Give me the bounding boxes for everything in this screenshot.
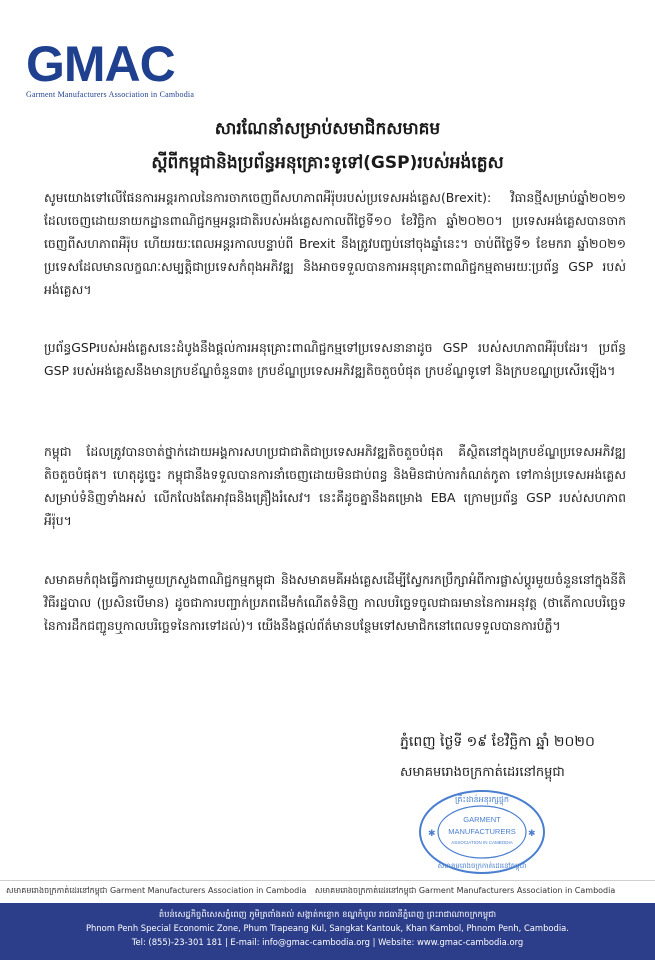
logo-subtitle: Garment Manufacturers Association in Cambodia — [26, 90, 195, 99]
document-title: សារណែនាំសម្រាប់សមាជិកសមាគម — [214, 119, 441, 139]
paragraph-2: ប្រព័ន្ធGSPរបស់អង់គ្លេសនេះដំបូងនឹងផ្តល់ការអនុគ្រោះពាណិជ្ជកម្មទៅប្រទេសនានាដូច GSP របស់សហភាពអឺរ៉ុបដែរ។ ប្រព័ន្ធ GSP របស់អង់គ្លេសនឹងមានក្របខ័ណ្ឌចំនួន៣៖ ក្របខ័ណ្ឌប្រទេសអភិវឌ្ឍតិចតួចបំផុត ក្របខ័ណ្ឌទូទៅ និងក្របខណ្ឌប្រសើរឡើង។ — [44, 340, 626, 378]
stamp-top-text: គ្រឹះដាន់អនុរក្សផ្ទុក — [455, 795, 509, 804]
signature-organization: សមាគមរោងចក្រកាត់ដេរនៅកម្ពុជា — [400, 765, 565, 780]
stamp-line-3: ASSOCIATION IN CAMBODIA — [451, 840, 513, 845]
stamp-line-1: GARMENT — [463, 815, 501, 824]
stamp-line-2: MANUFACTURERS — [448, 827, 516, 836]
paragraph-1: សូមយោងទៅលើផែនការអន្តរកាលនៃការចាកចេញពីសហភាពអឺរ៉ុបរបស់ប្រទេសអង់គ្លេស(Brexit): វិធានថ្មីសម្រាប់ឆ្នាំ២០២១ ដែលចេញដោយនាយកដ្ឋានពាណិជ្ជកម្មអន្តរជាតិរបស់អង់គ្លេសកាលពីថ្ងៃទី១០ ខែវិច្ឆិកា ឆ្នាំ២០២០។ ប្រទេសអង់គ្លេសបានចាកចេញពីសហភាពអឺរ៉ុប ហើយរយៈពេលអន្តរកាលបន្ទាប់ពី Brexit នឹងត្រូវបញ្ចប់នៅចុងឆ្នាំនេះ។ ចាប់ពីថ្ងៃទី១ ខែមករា ឆ្នាំ២០២១ ប្រទេសដែលមានលក្ខណៈសម្បត្តិជាប្រទេសកំពុងអភិវឌ្ឍ និងអាចទទួលបានការអនុគ្រោះពាណិជ្ជកម្មតាមរយៈប្រព័ន្ធ GSP របស់អង់គ្លេស។ — [44, 190, 626, 297]
stamp-star-left-icon: ✱ — [428, 829, 436, 839]
footer-address-english: Phnom Penh Special Economic Zone, Phum Trapeang Kul, Sangkat Kantouk, Khan Kambol, Phnom Penh, Cambodia. — [86, 923, 569, 933]
logo-wordmark: GMAC — [26, 36, 175, 92]
gmac-logo — [26, 38, 194, 99]
footer-contact-info: Tel: (855)-23-301 181 | E-mail: info@gmac-cambodia.org | Website: www.gmac-cambodia.org — [131, 937, 524, 947]
footer-org-name: សមាគមរោងចក្រកាត់ដេរនៅកម្ពុជា Garment Manufacturers Association in Cambodia — [6, 886, 307, 895]
footer-contact-bar — [0, 903, 655, 960]
association-stamp — [417, 788, 547, 876]
document-subtitle: ស្តីពីកម្ពុជានិងប្រព័ន្ធអនុគ្រោះទូទៅ(GSP)របស់អង់គ្លេស — [151, 153, 504, 173]
stamp-bottom-text: សមាគមរោងចក្រកាត់ដេរនៅកម្ពុជា — [437, 862, 527, 870]
signature-date: ភ្នំពេញ ថ្ងៃទី ១៩ ខែវិច្ឆិកា ឆ្នាំ ២០២០ — [400, 734, 595, 750]
paragraph-3: កម្ពុជា ដែលត្រូវបានចាត់ថ្នាក់ដោយអង្គការសហប្រជាជាតិជាប្រទេសអភិវឌ្ឍតិចតួចបំផុត គឺស្ថិតនៅក្នុងក្របខ័ណ្ឌប្រទេសអភិវឌ្ឍតិចតួចបំផុត។ ហេតុដូច្នេះ កម្ពុជានឹងទទួលបានការនាំចេញដោយមិនជាប់ពន្ធ និងមិនជាប់ការកំណត់កូតា ទៅកាន់ប្រទេសអង់គ្លេសសម្រាប់ទំនិញទាំងអស់ លើកលែងតែអាវុធនិងគ្រឿងរំសេវ។ នេះគឺដូចគ្នានឹងគម្រោង EBA ក្រោមប្រព័ន្ធ GSP របស់សហភាពអឺរ៉ុប។ — [44, 444, 626, 528]
stamp-star-right-icon: ✱ — [528, 829, 536, 839]
footer-org-name: សមាគមរោងចក្រកាត់ដេរនៅកម្ពុជា Garment Manufacturers Association in Cambodia — [314, 886, 616, 895]
footer-address-khmer: តំបន់សេដ្ឋកិច្ចពិសេសភ្នំពេញ ភូមិត្រពាំងគល់ សង្កាត់កន្ទោក ខណ្ឌកំបូល រាជធានីភ្នំពេញ ព្រះរាជាណាចក្រកម្ពុជា — [158, 909, 497, 919]
footer-organization-line — [0, 880, 655, 902]
paragraph-4: សមាគមកំពុងធ្វើការជាមួយក្រសួងពាណិជ្ជកម្មកម្ពុជា និងសមាគមគីអង់គ្លេសដើម្បីស្វែករកប្រឹក្សាអំពីការផ្លាស់ប្តូរមួយចំនួននៅក្នុងនីតិវិធីរដ្ឋបាល (ប្រសិនបើមាន) ដូចជាការបញ្ជាក់ប្រភពដើមកំណើតទំនិញ កាលបរិច្ឆេទចូលជាធរមាននៃការអនុវត្ត (ថាតើកាលបរិច្ឆេទនៃការដឹកជញ្ជូនឬកាលបរិច្ឆេទនៃការទៅដល់)។ យើងនឹងផ្តល់ព័ត៌មានបន្ថែមទៅសមាជិកនៅពេលទទួលបានការបំភ្លឺ។ — [44, 572, 626, 633]
